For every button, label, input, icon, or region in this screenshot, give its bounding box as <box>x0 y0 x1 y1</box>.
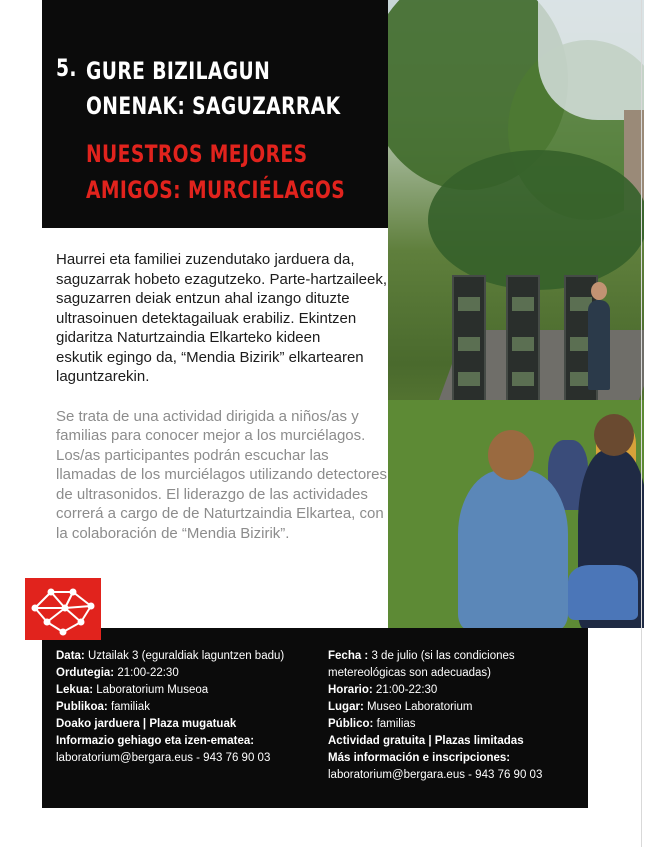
page-edge-divider <box>641 0 642 847</box>
text-line: Los/as participantes podrán escuchar las <box>56 446 329 464</box>
info-more: Informazio gehiago eta izen-ematea: <box>56 735 255 747</box>
text-line: familias para conocer mejor a los murciélagos. <box>56 427 366 444</box>
info-audience <box>328 716 580 733</box>
text-line: Se trata de una actividad dirigida a niños/as y <box>56 407 359 425</box>
info-date-value: Uztailak 3 (eguraldiak laguntzen badu) <box>84 650 285 662</box>
text-line: laguntzarekin. <box>56 368 150 385</box>
info-time-label: Ordutegia: <box>56 667 115 679</box>
info-audience-value: familiak <box>107 701 150 713</box>
title-block <box>42 0 388 228</box>
text-line: saguzarren deiak entzun ahal izango dituzte <box>56 290 350 307</box>
info-free: Doako jarduera | Plaza mugatuak <box>56 718 237 730</box>
info-place-value: Museo Laboratorium <box>363 701 473 713</box>
text-line: gidaritza Naturtzaindia Elkarteko kideen <box>56 329 321 346</box>
info-time <box>328 682 580 699</box>
info-place-label: Lekua: <box>56 684 94 696</box>
text-line: saguzarrak hobeto ezagutzeko. Parte-hartzaileek, <box>56 270 388 288</box>
info-place-value: Laboratorium Museoa <box>93 684 209 696</box>
info-more: Más información e inscripciones: <box>328 752 511 764</box>
info-place <box>328 699 580 716</box>
info-audience-value: familias <box>373 718 416 730</box>
info-time-value: 21:00-22:30 <box>372 684 438 696</box>
text-line: la colaboración de “Mendia Bizirik”. <box>56 524 290 542</box>
info-date <box>56 648 321 665</box>
title-basque-line-2: ONENAK: SAGUZARRAK <box>86 92 341 120</box>
text-line: eskutik egingo da, “Mendia Bizirik” elkartearen <box>56 348 364 366</box>
info-date-value: 3 de julio (si las condiciones <box>368 650 515 662</box>
section-number: 5. <box>56 54 77 82</box>
info-time <box>56 665 321 682</box>
logo <box>25 578 101 640</box>
info-box <box>42 628 588 808</box>
info-date-continued: metereológicas son adecuadas) <box>328 667 492 679</box>
info-time-label: Horario: <box>328 684 373 696</box>
info-time-value: 21:00-22:30 <box>114 667 179 679</box>
description <box>56 250 436 543</box>
info-date-label: Fecha : <box>328 650 369 662</box>
text-line: Haurrei eta familiei zuzendutako jarduera da, <box>56 251 355 268</box>
description-basque <box>56 250 436 387</box>
info-contact: laboratorium@bergara.eus - 943 76 90 03 <box>56 752 271 764</box>
info-date <box>328 648 580 665</box>
title-spanish <box>86 136 398 208</box>
info-audience <box>56 699 321 716</box>
text-line: correrá a cargo de de Naturtzaindia Elkartea, con <box>56 505 384 522</box>
text-line: ultrasoinuen detektagailuak erabiliz. Ekintzen <box>56 309 357 327</box>
title-spanish-line-2: AMIGOS: MURCIÉLAGOS <box>86 176 346 204</box>
title-basque <box>86 54 382 124</box>
info-date-label: Data: <box>56 650 85 662</box>
title-basque-line-1: GURE BIZILAGUN <box>86 57 271 85</box>
info-free: Actividad gratuita | Plazas limitadas <box>328 735 524 747</box>
info-place-label: Lugar: <box>328 701 364 713</box>
text-line: de ultrasonidos. El liderazgo de las actividades <box>56 485 368 503</box>
info-audience-label: Publikoa: <box>56 701 108 713</box>
network-nodes-icon <box>25 578 101 640</box>
info-spanish <box>328 648 580 784</box>
text-line: llamadas de los murciélagos utilizando detectores <box>56 466 388 483</box>
info-contact: laboratorium@bergara.eus - 943 76 90 03 <box>328 769 543 781</box>
info-place <box>56 682 321 699</box>
info-basque <box>56 648 321 767</box>
info-audience-label: Público: <box>328 718 374 730</box>
description-spanish <box>56 407 436 544</box>
title-spanish-line-1: NUESTROS MEJORES <box>86 140 308 168</box>
